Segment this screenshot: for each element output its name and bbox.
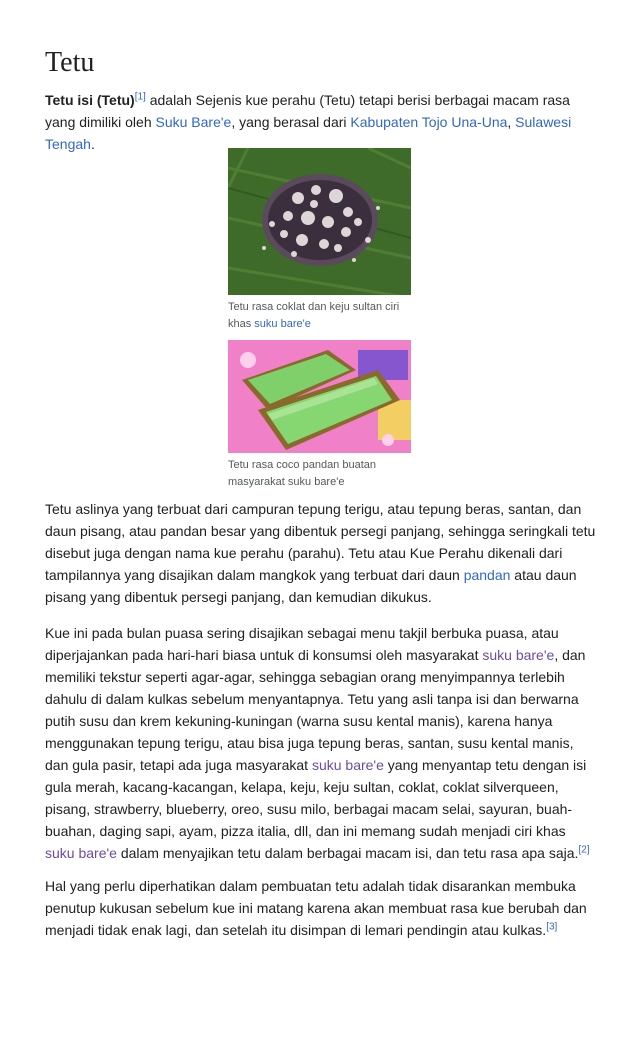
- link-kabupaten-tojo-una-una[interactable]: Kabupaten Tojo Una-Una: [350, 114, 508, 130]
- figure-tetu-coklat-keju: [228, 148, 412, 333]
- paragraph-3: [45, 875, 597, 941]
- caption-link-suku-baree[interactable]: suku bare'e: [254, 318, 311, 330]
- figure-image-link[interactable]: [228, 148, 411, 295]
- intro-bold-term: Tetu isi (Tetu): [45, 92, 135, 108]
- caption-text: Tetu rasa coklat dan keju sultan ciri khas: [228, 301, 400, 330]
- link-sulawesi-tengah[interactable]: Sulawesi Tengah: [45, 114, 572, 152]
- ref-link-1[interactable]: [1]: [134, 91, 146, 103]
- ref-link-3[interactable]: [3]: [546, 921, 558, 933]
- link-suku-baree[interactable]: suku bare'e: [311, 757, 384, 773]
- intro-text: ,: [507, 114, 516, 130]
- ref-link-2[interactable]: [2]: [578, 844, 590, 856]
- link-suku-baree[interactable]: Suku Bare'e: [155, 114, 232, 130]
- paragraph-text: dalam menyajikan tetu dalam berbagai macam isi, dan tetu rasa apa saja.: [116, 845, 579, 861]
- figure-caption: Tetu rasa coco pandan buatan masyarakat suku bare'e: [228, 459, 377, 488]
- figure-image-link[interactable]: [228, 340, 411, 453]
- page-title: Tetu: [45, 47, 95, 78]
- paragraph-text: yang menyantap tetu dengan isi gula merah, kacang-kacangan, kelapa, keju, keju sultan, coklat, coklat silverqueen, pisang, strawberry, blueberry, oreo, susu milo, berbagai macam selai, sayuran, buah-buahan, daging sapi, ayam, pizza italia, dll, dan ini memang sudah menjadi ciri khas: [45, 757, 587, 839]
- tetu-coco-pandan-image: [228, 340, 411, 453]
- paragraph-2: [45, 622, 597, 864]
- paragraph-text: Tetu aslinya yang terbuat dari campuran tepung terigu, atau tepung beras, santan, dan daun pisang, atau pandan besar yang dibentuk persegi panjang, sehingga seringkali tetu disebut juga dengan nama kue perahu (parahu). Tetu atau Kue Perahu dikenali dari tampilannya yang disajikan dalam mangkok yang terbuat dari daun: [45, 501, 596, 583]
- link-pandan[interactable]: pandan: [463, 567, 511, 583]
- intro-text: .: [90, 136, 95, 152]
- paragraph-text: Hal yang perlu diperhatikan dalam pembuatan tetu adalah tidak disarankan membuka penutup kukusan sebelum kue ini matang karena akan membuat rasa kue berubah dan menjadi tidak enak lagi, dan setelah itu disimpan di lemari pendingin atau kulkas.: [45, 878, 587, 938]
- intro-paragraph: [45, 89, 597, 155]
- tetu-coklat-keju-image: [228, 148, 411, 295]
- paragraph-1: [45, 498, 597, 608]
- figure-caption: [228, 299, 412, 333]
- paragraph-text: , dan memiliki tekstur seperti agar-agar, sehingga sebagian orang menyimpannya terlebih dahulu di dalam kulkas sebelum menyantapnya. Tetu yang asli tanpa isi dan berwarna putih susu dan krem kekuning-kuningan (warna susu kental manis), karena hanya menggunakan tepung terigu, atau bisa juga tepung beras, santan, susu kental manis, dan gula pasir, tetapi ada juga masyarakat: [45, 647, 586, 773]
- figure-tetu-coco-pandan: [228, 340, 412, 491]
- paragraph-text: atau daun pisang yang dibentuk persegi panjang, dan kemudian dikukus.: [45, 567, 577, 605]
- intro-text: , yang berasal dari: [231, 114, 351, 130]
- link-suku-baree[interactable]: suku bare'e: [482, 647, 555, 663]
- paragraph-text: Kue ini pada bulan puasa sering disajikan sebagai menu takjil berbuka puasa, atau diperjajankan pada hari-hari biasa untuk di konsumsi oleh masyarakat: [45, 625, 559, 663]
- link-suku-baree[interactable]: suku bare'e: [45, 845, 117, 861]
- intro-text: adalah Sejenis kue perahu (Tetu) tetapi berisi berbagai macam rasa yang dimiliki oleh: [45, 92, 570, 130]
